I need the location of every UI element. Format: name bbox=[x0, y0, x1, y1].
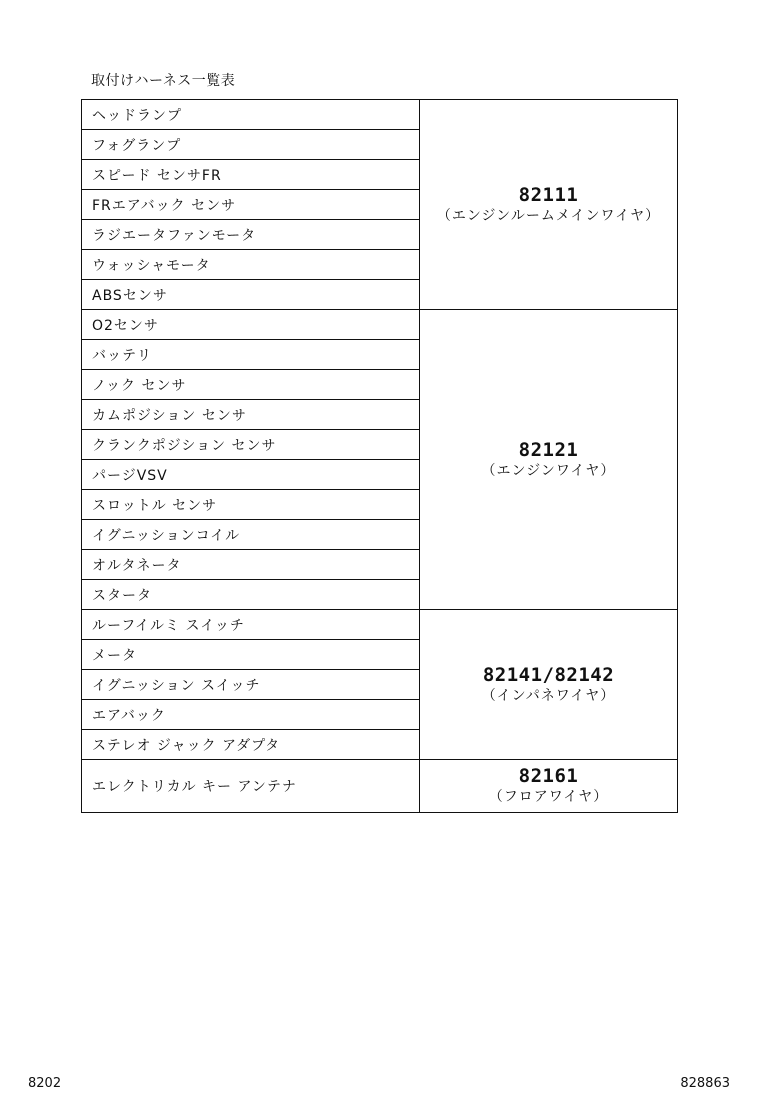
harness-table bbox=[81, 99, 678, 813]
part-name: パージVSV bbox=[82, 460, 420, 490]
footer-page-code: 8202 bbox=[28, 1076, 62, 1091]
part-name: オルタネータ bbox=[82, 550, 420, 580]
part-name: エレクトリカル キー アンテナ bbox=[82, 760, 420, 813]
part-name: クランクポジション センサ bbox=[82, 430, 420, 460]
harness-name: （エンジンルームメインワイヤ） bbox=[436, 207, 661, 224]
part-name: ABSセンサ bbox=[82, 280, 420, 310]
harness-number: 82141/82142 bbox=[482, 663, 615, 686]
table-row bbox=[82, 760, 678, 813]
part-name: ノック センサ bbox=[82, 370, 420, 400]
harness-name: （フロアワイヤ） bbox=[488, 789, 609, 805]
harness-cell bbox=[420, 760, 678, 813]
part-name: FRエアバック センサ bbox=[82, 190, 420, 220]
part-name: メータ bbox=[82, 640, 420, 670]
harness-name: （インパネワイヤ） bbox=[481, 687, 616, 704]
part-name: フォグランプ bbox=[82, 130, 420, 160]
part-name: スタータ bbox=[82, 580, 420, 610]
harness-cell bbox=[420, 310, 678, 610]
part-name: ラジエータファンモータ bbox=[82, 220, 420, 250]
part-name: ヘッドランプ bbox=[82, 100, 420, 130]
part-name: ウォッシャモータ bbox=[82, 250, 420, 280]
part-name: スピード センサFR bbox=[82, 160, 420, 190]
table-row bbox=[82, 610, 678, 640]
part-name: バッテリ bbox=[82, 340, 420, 370]
part-name: O2センサ bbox=[82, 310, 420, 340]
part-name: スロットル センサ bbox=[82, 490, 420, 520]
harness-name: （エンジンワイヤ） bbox=[481, 462, 616, 479]
harness-number: 82121 bbox=[518, 438, 579, 461]
harness-cell bbox=[420, 610, 678, 760]
part-name: ルーフイルミ スイッチ bbox=[82, 610, 420, 640]
table-row bbox=[82, 310, 678, 340]
part-name: エアバック bbox=[82, 700, 420, 730]
part-name: カムポジション センサ bbox=[82, 400, 420, 430]
page-title: 取付けハーネス一覧表 bbox=[91, 73, 236, 89]
harness-cell bbox=[420, 100, 678, 310]
harness-number: 82111 bbox=[518, 183, 579, 206]
part-name: イグニッション スイッチ bbox=[82, 670, 420, 700]
part-name: イグニッションコイル bbox=[82, 520, 420, 550]
footer-document-number: 828863 bbox=[680, 1076, 730, 1091]
harness-number: 82161 bbox=[518, 765, 579, 787]
part-name: ステレオ ジャック アダプタ bbox=[82, 730, 420, 760]
table-row bbox=[82, 100, 678, 130]
